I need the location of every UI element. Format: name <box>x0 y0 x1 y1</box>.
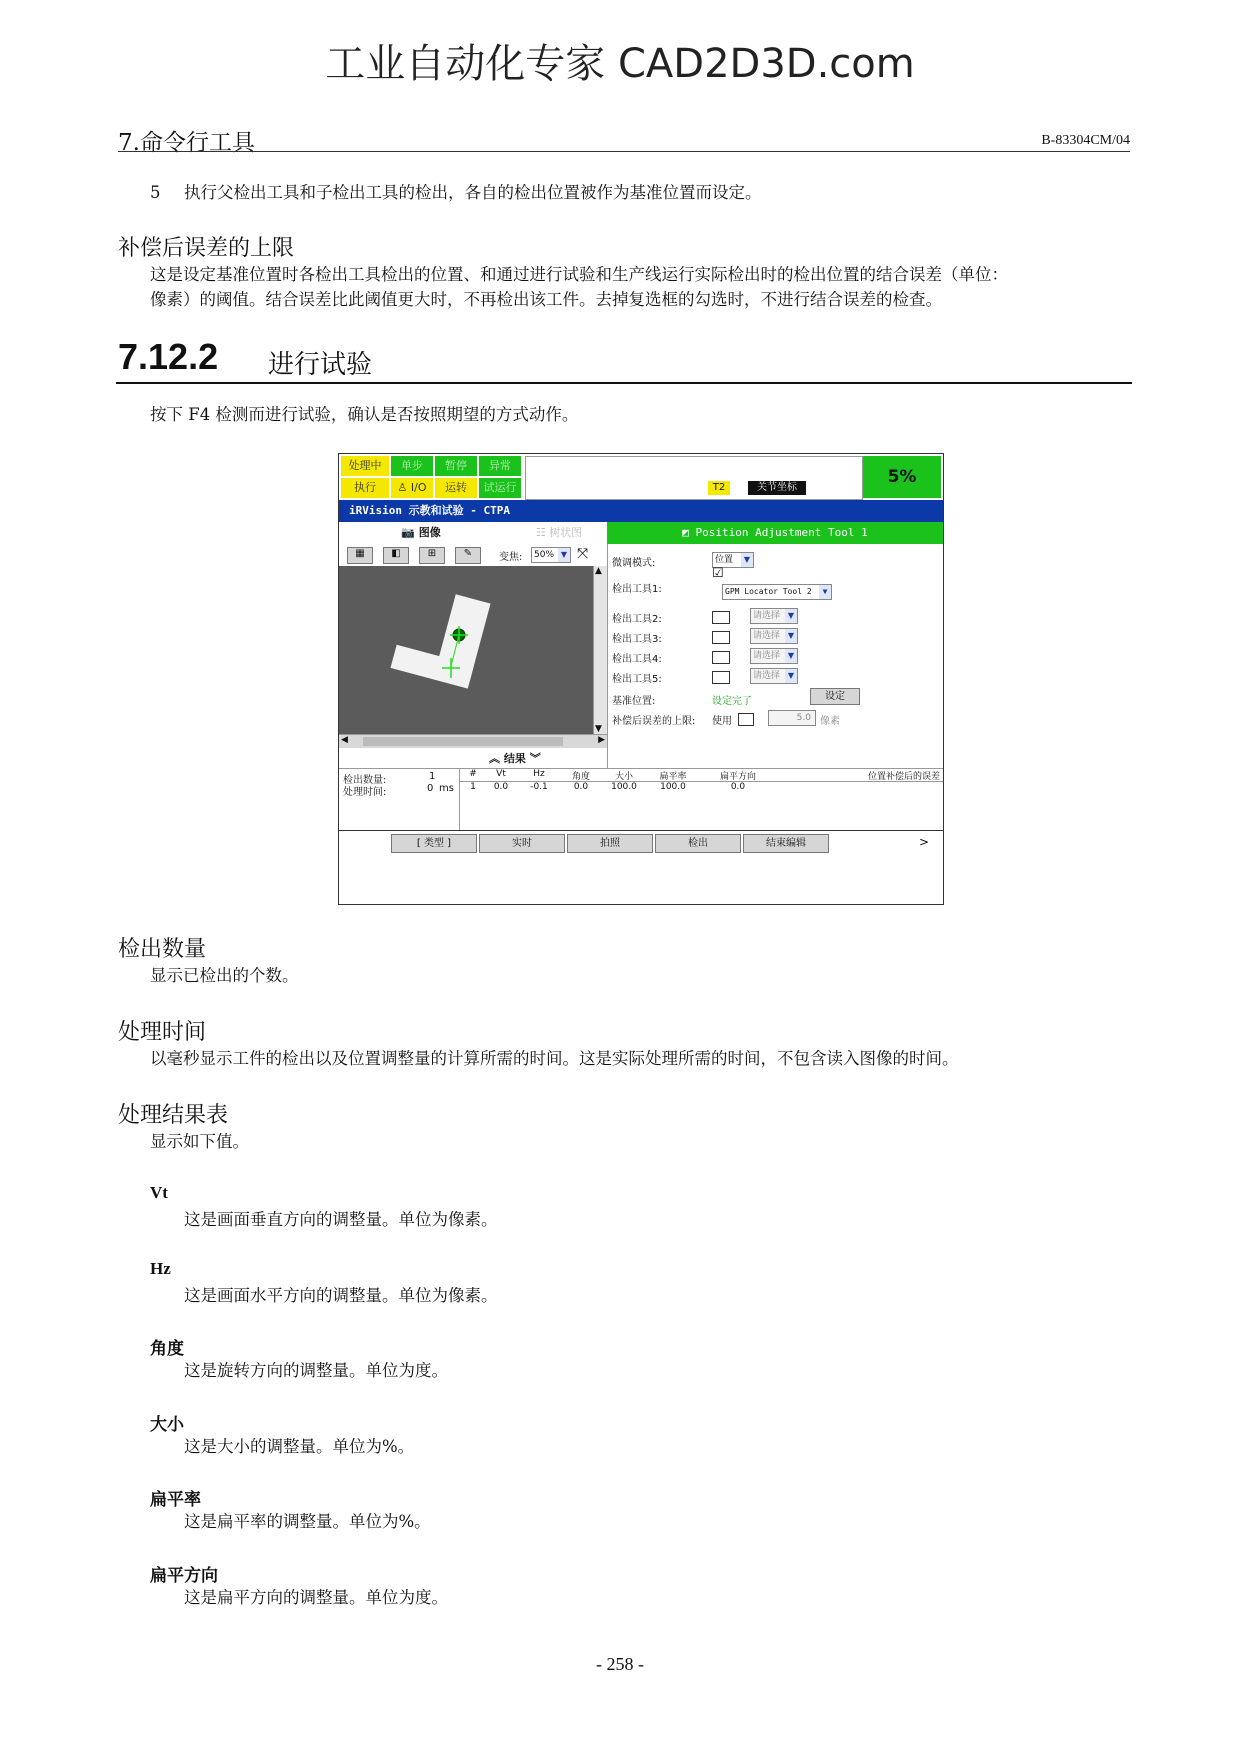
io-icon: ♙ <box>397 481 408 494</box>
time-value: 0 <box>427 783 434 794</box>
tab-image[interactable] <box>381 524 461 542</box>
results-label: 结果 <box>503 752 526 765</box>
cell-angle: 0.0 <box>573 782 589 792</box>
chevron-up-icon: ︽ <box>489 752 500 765</box>
fkey-end-edit[interactable]: 结束编辑 <box>743 834 829 853</box>
mode-value: 位置 <box>715 555 734 565</box>
section-intro: 按下 F4 检测而进行试验，确认是否按照期望的方式动作。 <box>150 405 579 424</box>
status-hold: 暂停 <box>435 456 477 476</box>
override-percent: 5% <box>863 456 941 498</box>
term-aspect-dir-desc: 这是扁平方向的调整量。单位为度。 <box>184 1588 448 1607</box>
tool3-select[interactable] <box>750 628 798 644</box>
chevron-down-icon: ▼ <box>785 649 797 663</box>
step-text: 执行父检出工具和子检出工具的检出，各自的检出位置被作为基准位置而设定。 <box>184 183 762 202</box>
cell-size: 100.0 <box>611 782 637 792</box>
limit-input[interactable]: 5.0 <box>768 710 816 726</box>
use-checkbox[interactable] <box>738 713 754 726</box>
col-aspect-dir: 扁平方向 <box>719 772 756 782</box>
tool-form <box>607 544 944 768</box>
section-title: 进行试验 <box>268 350 373 380</box>
cell-num: 1 <box>470 782 476 792</box>
mode-label: 微调模式: <box>612 558 656 569</box>
fkey-snap[interactable]: 拍照 <box>567 834 653 853</box>
camera-image-svg <box>339 566 593 734</box>
section-rule <box>116 382 1132 384</box>
step-number: 5 <box>150 183 161 202</box>
status-test: 试运行 <box>479 478 521 498</box>
term-vt: Vt <box>150 1183 168 1202</box>
tool-icon: ◩ <box>682 526 689 539</box>
chevron-down-icon: ▼ <box>819 585 831 599</box>
time-unit: ms <box>439 783 454 794</box>
tool-frame-badge: T2 <box>708 481 730 495</box>
results-table-heading: 处理结果表 <box>118 1103 229 1128</box>
term-aspect: 扁平率 <box>150 1490 201 1509</box>
message-area <box>525 456 863 500</box>
scroll-left-icon[interactable]: ◀ <box>341 735 348 745</box>
fkey-type[interactable]: [ 类型 ] <box>391 834 477 853</box>
cell-hz: -0.1 <box>530 782 548 792</box>
upper-limit-line1: 这是设定基准位置时各检出工具检出的位置、和通过进行试验和生产线运行实际检出时的检出位置的结合误差（单位： <box>150 265 1008 284</box>
status-run: 运转 <box>435 478 477 498</box>
tool1-label: 检出工具1: <box>612 584 662 595</box>
scroll-up-icon[interactable]: ▲ <box>595 566 602 576</box>
term-hz-desc: 这是画面水平方向的调整量。单位为像素。 <box>184 1286 498 1305</box>
results-table-text: 显示如下值。 <box>150 1132 249 1151</box>
tool4-select[interactable] <box>750 648 798 664</box>
term-hz: Hz <box>150 1259 171 1278</box>
scroll-thumb[interactable] <box>363 737 563 746</box>
tool1-select[interactable] <box>722 584 832 600</box>
image-toolbar <box>339 544 607 566</box>
results-panel <box>339 768 943 831</box>
horizontal-scrollbar[interactable] <box>339 734 607 749</box>
status-execute: 执行 <box>341 478 389 498</box>
cell-aspect: 100.0 <box>660 782 686 792</box>
tool3-label: 检出工具3: <box>612 634 662 645</box>
function-key-bar <box>339 830 943 855</box>
count-heading: 检出数量 <box>118 937 207 962</box>
tool2-select[interactable] <box>750 608 798 624</box>
tree-icon: ☷ <box>535 526 546 539</box>
header-rule <box>118 151 1130 152</box>
chevron-down-icon: ▼ <box>785 629 797 643</box>
zoom-select[interactable] <box>531 547 571 563</box>
tool2-label: 检出工具2: <box>612 614 662 625</box>
chevron-down-icon: ▼ <box>785 609 797 623</box>
tool5-placeholder: 请选择 <box>753 671 781 681</box>
fkey-live[interactable]: 实时 <box>479 834 565 853</box>
term-vt-desc: 这是画面垂直方向的调整量。单位为像素。 <box>184 1210 498 1229</box>
count-label: 检出数量: <box>343 775 387 786</box>
tab-strip <box>339 522 607 544</box>
term-size-desc: 这是大小的调整量。单位为%。 <box>184 1437 415 1456</box>
fkey-find[interactable]: 检出 <box>655 834 741 853</box>
tab-tree-label: 树状图 <box>549 526 583 539</box>
camera-icon: 📷 <box>401 526 415 539</box>
watermark-banner: 工业自动化专家 CAD2D3D.com <box>325 41 915 87</box>
count-text: 显示已检出的个数。 <box>150 966 299 985</box>
results-expand[interactable] <box>489 750 541 766</box>
scroll-right-icon[interactable]: ▶ <box>598 735 605 745</box>
ref-label: 基准位置: <box>612 696 656 707</box>
zoom-value: 50% <box>534 550 555 560</box>
eyedropper-icon[interactable]: ✎ <box>455 547 481 564</box>
term-aspect-dir: 扁平方向 <box>150 1566 218 1585</box>
tool2-placeholder: 请选择 <box>753 611 781 621</box>
status-step: 单步 <box>391 456 433 476</box>
section-number: 7.12.2 <box>118 336 219 377</box>
tool3-placeholder: 请选择 <box>753 631 781 641</box>
chevron-down-icon: ▼ <box>558 548 570 562</box>
tool4-placeholder: 请选择 <box>753 651 781 661</box>
tab-tree[interactable] <box>519 524 599 542</box>
time-label: 处理时间: <box>343 787 387 798</box>
status-io-label: I/O <box>410 481 427 494</box>
scroll-down-icon[interactable]: ▼ <box>595 724 602 734</box>
tool5-checkbox[interactable] <box>712 671 730 684</box>
tool-title: Position Adjustment Tool 1 <box>695 526 868 539</box>
chevron-down-icon: ▼ <box>785 669 797 683</box>
tool4-label: 检出工具4: <box>612 654 662 665</box>
tool4-checkbox[interactable] <box>712 651 730 664</box>
results-table-row[interactable] <box>460 782 943 794</box>
upper-limit-heading: 补偿后误差的上限 <box>118 236 295 261</box>
time-text: 以毫秒显示工件的检出以及位置调整量的计算所需的时间。这是实际处理所需的时间，不包含读入图像的时间。 <box>150 1049 959 1068</box>
count-value: 1 <box>429 771 436 782</box>
term-size: 大小 <box>150 1415 184 1434</box>
use-label: 使用 <box>712 716 732 727</box>
fkey-next[interactable]: > <box>919 835 930 849</box>
limit-unit: 像素 <box>820 716 840 727</box>
chapter-header: 7.命令行工具 <box>118 130 255 156</box>
limit-label: 补偿后误差的上限: <box>612 716 696 727</box>
term-angle-desc: 这是旋转方向的调整量。单位为度。 <box>184 1361 448 1380</box>
col-error: 位置补偿后的误差 <box>867 772 940 782</box>
camera-image[interactable] <box>339 566 593 734</box>
results-splitter[interactable] <box>339 748 607 768</box>
window-titlebar: iRVision 示教和试验 - CTPA <box>339 500 943 522</box>
tool3-checkbox[interactable] <box>712 631 730 644</box>
grid-icon[interactable]: ⊞ <box>419 547 445 564</box>
results-table-header <box>460 769 943 782</box>
tool1-value: GPM Locator Tool 2 <box>725 587 812 596</box>
ref-status: 设定完了 <box>712 696 752 707</box>
set-button[interactable]: 设定 <box>810 688 860 705</box>
tool2-checkbox[interactable] <box>712 611 730 624</box>
col-angle: 角度 <box>571 772 590 782</box>
coord-badge: 关节坐标 <box>748 481 806 495</box>
chevron-down-icon: ▼ <box>741 553 753 567</box>
snap-icon[interactable]: ◧ <box>383 547 409 564</box>
col-size: 大小 <box>614 772 633 782</box>
cell-aspect-dir: 0.0 <box>730 782 746 792</box>
tab-image-label: 图像 <box>418 526 441 539</box>
cell-vt: 0.0 <box>493 782 509 792</box>
col-num: # <box>469 769 477 779</box>
time-heading: 处理时间 <box>118 1020 207 1045</box>
document-code: B-83304CM/04 <box>1041 133 1130 148</box>
chevron-down-double-icon: ︾ <box>529 752 541 765</box>
zoom-label: 变焦: <box>499 552 523 563</box>
term-angle: 角度 <box>150 1339 184 1358</box>
irvision-screenshot <box>338 453 944 905</box>
save-image-icon[interactable]: ▦ <box>347 547 373 564</box>
status-processing: 处理中 <box>341 456 389 476</box>
tool5-select[interactable] <box>750 668 798 684</box>
col-aspect: 扁平率 <box>659 772 687 782</box>
tool5-label: 检出工具5: <box>612 674 662 685</box>
term-aspect-desc: 这是扁平率的调整量。单位为%。 <box>184 1512 431 1531</box>
fit-icon[interactable]: ⤧ <box>577 546 589 562</box>
vertical-scrollbar[interactable] <box>593 566 608 734</box>
upper-limit-line2: 像素）的阈值。结合误差比此阈值更大时，不再检出该工件。去掉复选框的勾选时，不进行结合误差的检查。 <box>150 290 942 309</box>
status-fault: 异常 <box>479 456 521 476</box>
tool-title-bar <box>607 522 943 544</box>
status-io <box>391 478 433 498</box>
col-hz: Hz <box>533 769 545 779</box>
page-number: - 258 - <box>596 1654 644 1674</box>
tool1-checkbox[interactable]: ☑ <box>712 566 724 581</box>
col-vt: Vt <box>496 769 506 779</box>
